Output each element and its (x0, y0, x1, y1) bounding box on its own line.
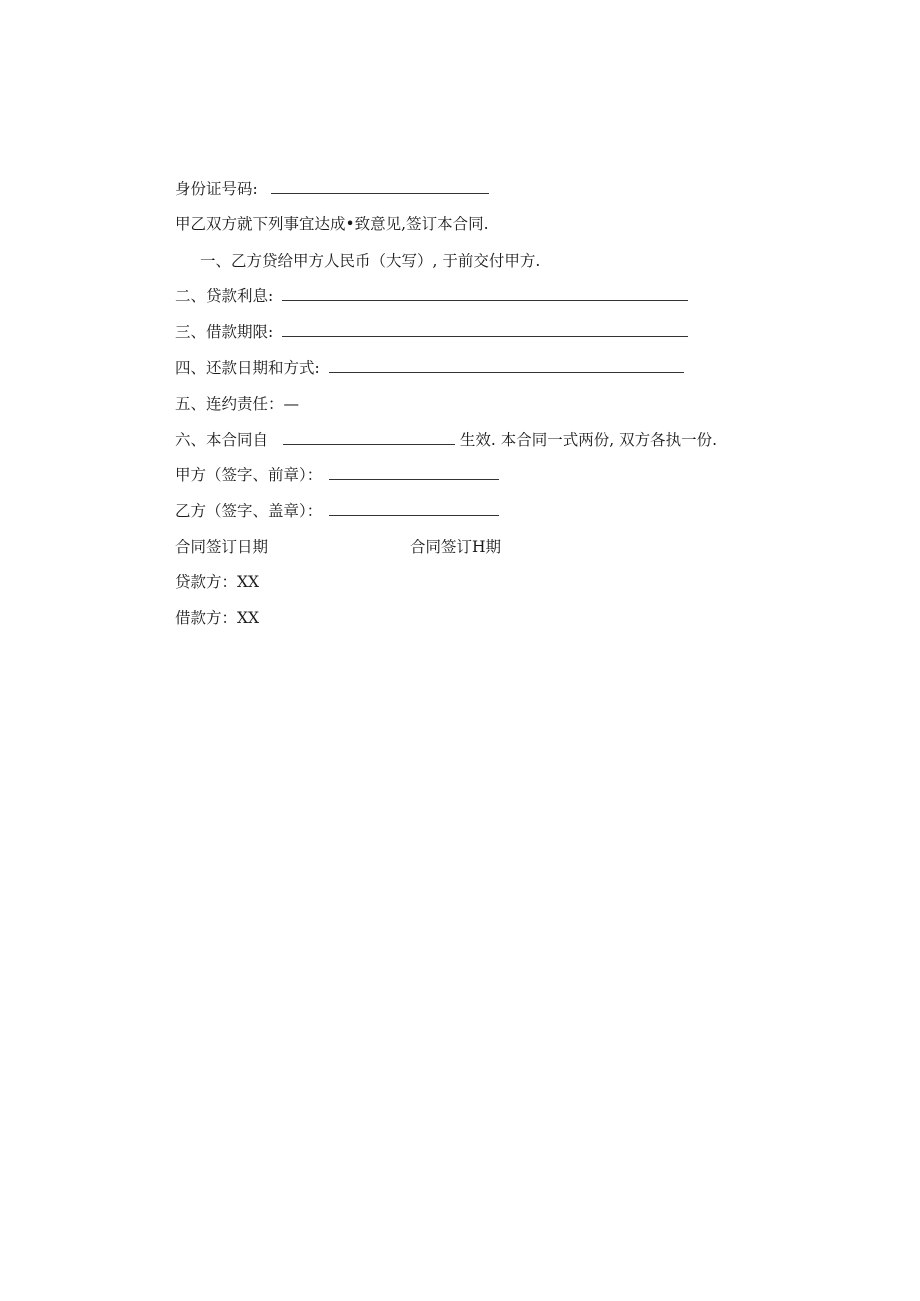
borrower-line: 借款方：XX (175, 609, 260, 627)
clause-4-row (175, 357, 684, 379)
clause-5: 五、连约责任：— (175, 395, 300, 413)
party-a-label: 甲方（签字、前章）： (175, 466, 323, 484)
clause-6-prefix: 六、本合同自 (175, 431, 269, 449)
sign-date-left: 合同签订日期 (175, 538, 269, 556)
lender-line: 贷款方：XX (175, 573, 260, 591)
clause-6-suffix: 生效. 本合同一式两份, 双方各执一份. (459, 431, 718, 449)
id-number-row (175, 178, 489, 200)
term-blank[interactable] (282, 321, 688, 337)
effective-date-blank[interactable] (283, 429, 455, 445)
clause-4-label: 四、还款日期和方式: (175, 359, 320, 377)
agreement-statement: 甲乙双方就下列事宜达成•致意见,签订本合同. (175, 215, 489, 233)
party-b-signature-blank[interactable] (329, 500, 499, 516)
clause-2-label: 二、贷款利息: (175, 287, 274, 305)
clause-3-row (175, 321, 688, 343)
party-a-row (175, 464, 499, 486)
clause-1: 一、乙方贷给甲方人民币（大写）, 于前交付甲方. (200, 252, 541, 270)
id-number-label: 身份证号码: (175, 180, 258, 198)
party-a-signature-blank[interactable] (329, 464, 499, 480)
clause-3-label: 三、借款期限: (175, 323, 274, 341)
party-b-label: 乙方（签字、盖章）： (175, 502, 323, 520)
id-number-blank[interactable] (271, 178, 489, 194)
clause-2-row (175, 285, 688, 307)
interest-blank[interactable] (282, 285, 688, 301)
clause-6-row (175, 429, 717, 451)
party-b-row (175, 500, 499, 522)
sign-date-right: 合同签订H期 (410, 538, 502, 556)
repayment-blank[interactable] (329, 357, 684, 373)
